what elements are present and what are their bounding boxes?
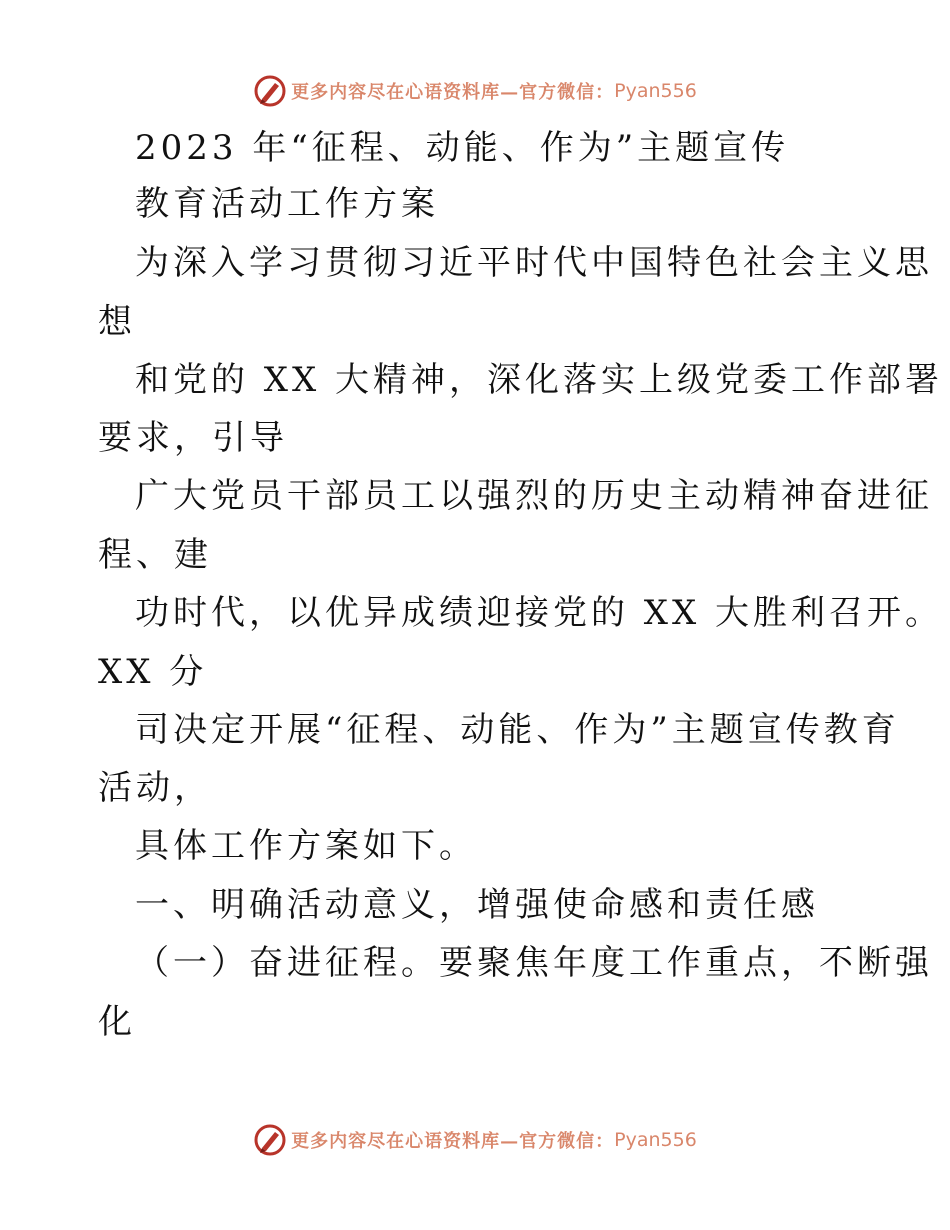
body-line: （一）奋进征程。要聚焦年度工作重点，不断强 — [135, 943, 933, 983]
body-line: 活动， — [98, 768, 212, 808]
title-line-2: 教育活动工作方案 — [135, 184, 439, 224]
watermark-wechat-id: Pyan556 — [614, 80, 697, 102]
footer-watermark — [0, 1120, 950, 1160]
body-line: 要求，引导 — [98, 418, 288, 458]
body-line: 功时代，以优异成绩迎接党的 XX 大胜利召开。 — [135, 593, 944, 633]
body-line: XX 分 — [98, 652, 208, 692]
header-watermark — [0, 71, 950, 111]
body-line: 司决定开展“征程、动能、作为”主题宣传教育 — [135, 710, 900, 750]
watermark-wechat-id: Pyan556 — [614, 1129, 697, 1151]
body-line: 想 — [98, 302, 136, 342]
pen-logo-icon — [253, 1123, 287, 1157]
body-line: 化 — [98, 1002, 136, 1042]
body-line: 和党的 XX 大精神，深化落实上级党委工作部署 — [135, 360, 944, 400]
watermark-text: 更多内容尽在心语资料库—官方微信： — [291, 82, 615, 103]
body-line: 广大党员干部员工以强烈的历史主动精神奋进征 — [135, 476, 933, 516]
body-line: 程、建 — [98, 535, 212, 575]
title-line-1: 2023 年“征程、动能、作为”主题宣传 — [135, 128, 790, 168]
watermark-text: 更多内容尽在心语资料库—官方微信： — [291, 1131, 615, 1152]
section-heading: 一、明确活动意义，增强使命感和责任感 — [135, 885, 819, 925]
body-line: 具体工作方案如下。 — [135, 826, 477, 866]
pen-logo-icon — [253, 74, 287, 108]
body-line: 为深入学习贯彻习近平时代中国特色社会主义思 — [135, 243, 933, 283]
